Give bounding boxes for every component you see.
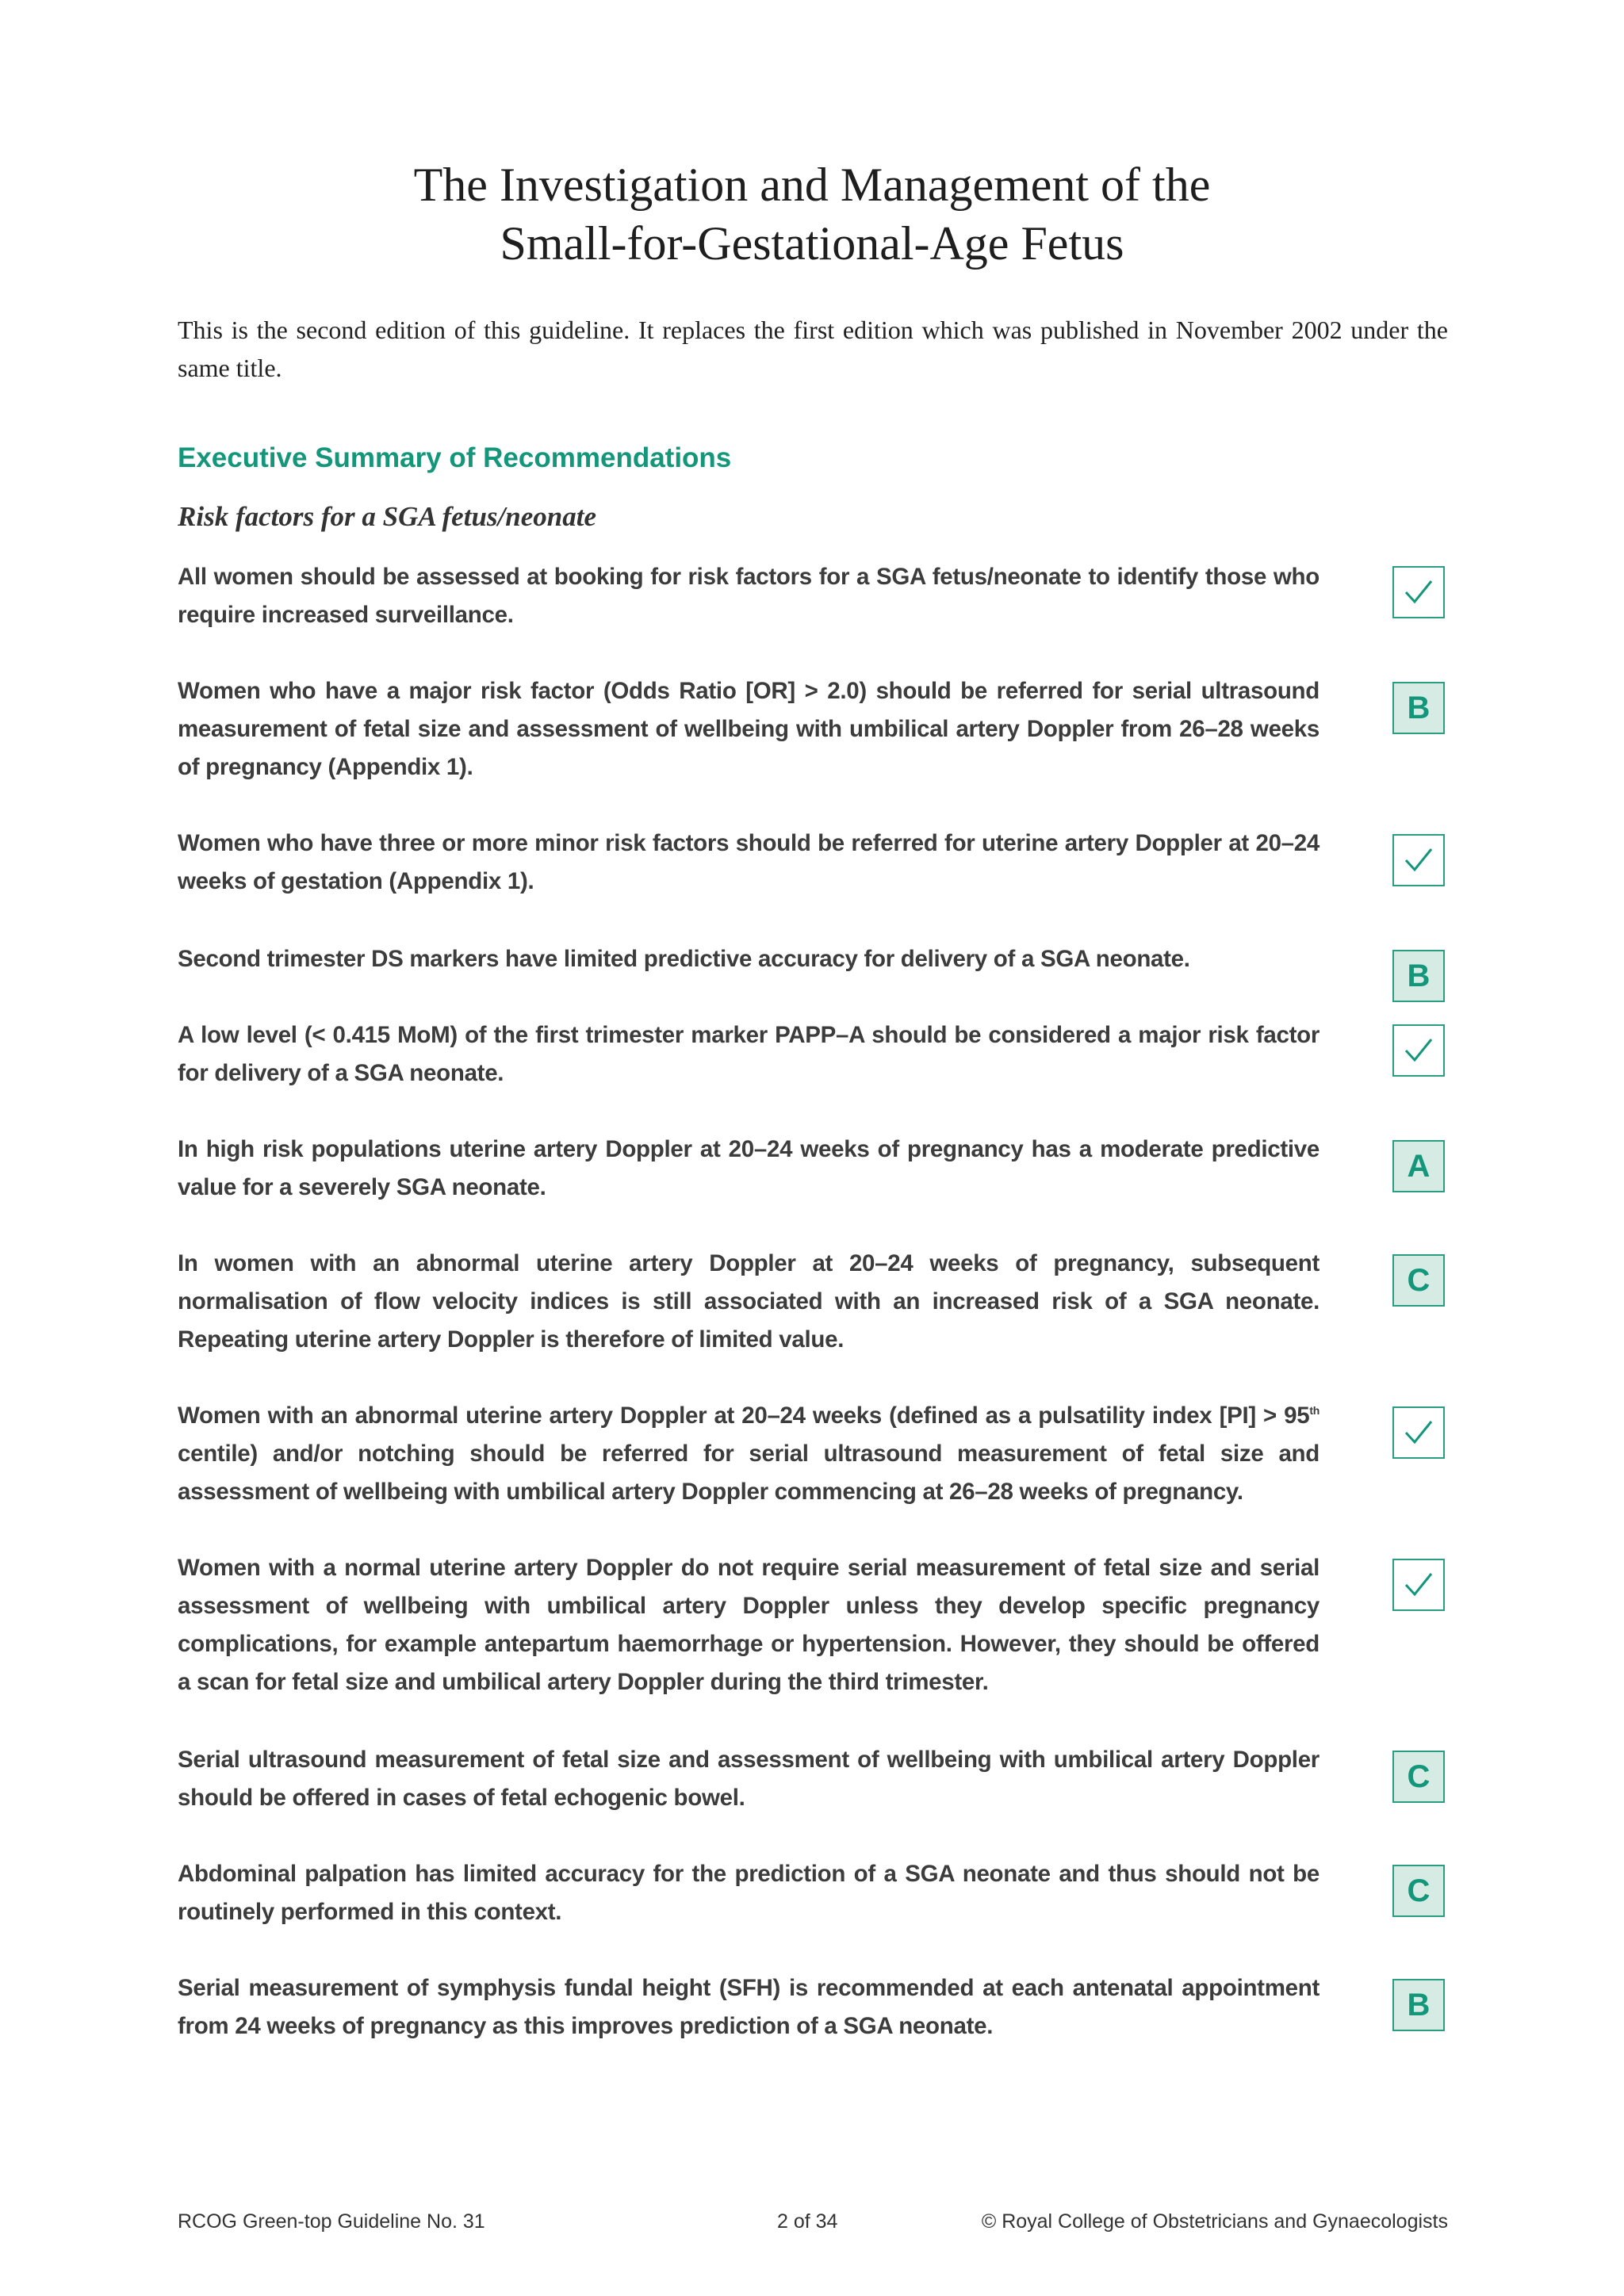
recommendation-paragraph: Women who have three or more minor risk factors should be referred for uterine artery Doppler at 20–24 weeks of gestation (Appendix 1). (178, 830, 1320, 894)
grade-box-2: B (1392, 682, 1445, 734)
check-icon (1403, 1035, 1434, 1066)
recommendation-text-3 (178, 825, 1320, 901)
recommendation-text-6 (178, 1131, 1320, 1207)
recommendation-paragraph: Second trimester DS markers have limited predictive accuracy for delivery of a SGA neonate. (178, 946, 1190, 972)
page-title (178, 155, 1446, 273)
footer-guideline-label: RCOG Green-top Guideline No. 31 (178, 2210, 485, 2233)
footer-copyright: © Royal College of Obstetricians and Gynaecologists (981, 2210, 1448, 2233)
footer-page-number: 2 of 34 (777, 2210, 838, 2233)
recommendation-text-10 (178, 1741, 1320, 1817)
recommendation-text-7 (178, 1245, 1320, 1359)
ordinal-superscript: th (1309, 1404, 1320, 1418)
recommendation-paragraph: A low level (< 0.415 MoM) of the first trimester marker PAPP–A should be considered a major risk factor for delivery of a SGA neonate. (178, 1022, 1320, 1086)
recommendation-paragraph: Women who have a major risk factor (Odds Ratio [OR] > 2.0) should be referred for serial ultrasound measurement of fetal size and assessment of wellbeing with umbilical artery Doppler from 26–28 weeks of pregnancy (Appendix 1). (178, 678, 1320, 780)
grade-box-5 (1392, 1024, 1445, 1077)
check-icon (1403, 576, 1434, 608)
recommendation-text-2 (178, 672, 1320, 786)
recommendation-paragraph: Serial measurement of symphysis fundal height (SFH) is recommended at each antenatal appointment from 24 weeks of pregnancy as this improves prediction of a SGA neonate. (178, 1975, 1320, 2039)
grade-box-12: B (1392, 1979, 1445, 2031)
recommendation-text-5 (178, 1016, 1320, 1093)
check-icon (1403, 1417, 1434, 1448)
intro-paragraph: This is the second edition of this guideline. It replaces the first edition which was published in November 2002 under the same title. (178, 316, 1448, 382)
recommendation-text-1 (178, 558, 1320, 634)
grade-box-8 (1392, 1406, 1445, 1459)
grade-box-1 (1392, 566, 1445, 618)
grade-box-10: C (1392, 1751, 1445, 1803)
recommendation-text-4 (178, 940, 1320, 978)
recommendation-paragraph (178, 1397, 1320, 1511)
check-icon (1403, 844, 1434, 876)
grade-box-4: B (1392, 950, 1445, 1002)
title-line-1: The Investigation and Management of the (413, 159, 1211, 211)
recommendation-text-8 (178, 1397, 1320, 1511)
recommendation-paragraph: Abdominal palpation has limited accuracy for the prediction of a SGA neonate and thus should not be routinely performed in this context. (178, 1861, 1320, 1925)
subheading: Risk factors for a SGA fetus/neonate (178, 501, 596, 532)
grade-box-3 (1392, 834, 1445, 886)
recommendation-text-12 (178, 1969, 1320, 2045)
recommendation-paragraph: Women with a normal uterine artery Doppler do not require serial measurement of fetal size and serial assessment of wellbeing with umbilical artery Doppler unless they develop specific pregnancy complications, for example antepartum haemorrhage or hypertension. However, they should be offered a scan for fetal size and umbilical artery Doppler during the third trimester. (178, 1555, 1320, 1695)
recommendation-text-11 (178, 1855, 1320, 1931)
section-heading: Executive Summary of Recommendations (178, 442, 732, 473)
recommendation-paragraph: Serial ultrasound measurement of fetal size and assessment of wellbeing with umbilical artery Doppler should be offered in cases of fetal echogenic bowel. (178, 1747, 1320, 1811)
recommendation-paragraph: In women with an abnormal uterine artery Doppler at 20–24 weeks of pregnancy, subsequent normalisation of flow velocity indices is still associated with an increased risk of a SGA neonate. Repeating uterine artery Doppler is therefore of limited value. (178, 1250, 1320, 1353)
recommendation-text-part: Women with an abnormal uterine artery Doppler at 20–24 weeks (defined as a pulsatility index [PI] > 95 (178, 1402, 1310, 1429)
grade-box-7: C (1392, 1254, 1445, 1307)
title-line-2: Small-for-Gestational-Age Fetus (500, 217, 1124, 270)
recommendation-paragraph: In high risk populations uterine artery Doppler at 20–24 weeks of pregnancy has a moderate predictive value for a severely SGA neonate. (178, 1136, 1320, 1200)
recommendation-text-9 (178, 1549, 1320, 1701)
recommendation-text-part: centile) and/or notching should be referred for serial ultrasound measurement of fetal size and assessment of wellbeing with umbilical artery Doppler commencing at 26–28 weeks of pregnancy. (178, 1441, 1320, 1505)
grade-box-6: A (1392, 1140, 1445, 1192)
check-icon (1403, 1569, 1434, 1601)
grade-box-11: C (1392, 1865, 1445, 1917)
recommendation-paragraph: All women should be assessed at booking for risk factors for a SGA fetus/neonate to identify those who require increased surveillance. (178, 564, 1320, 628)
grade-box-9 (1392, 1559, 1445, 1611)
